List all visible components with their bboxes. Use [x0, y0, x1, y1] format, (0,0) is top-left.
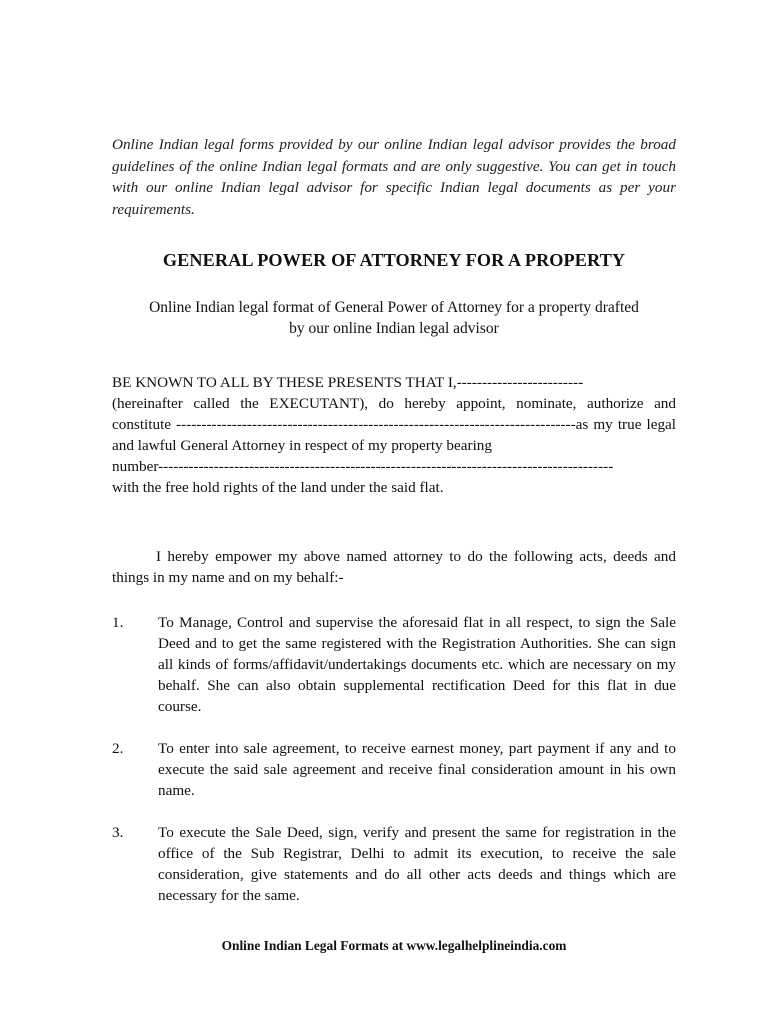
list-item [112, 612, 676, 717]
list-item [112, 822, 676, 906]
intro-disclaimer: Online Indian legal forms provided by our online Indian legal advisor provides the broad guidelines of the online Indian legal formats and are only suggestive. You can get in touch with our online Indian legal advisor for specific Indian legal documents as per your requirements. [112, 136, 676, 218]
list-item-number: 2. [112, 740, 124, 757]
appointment-line-2: (hereinafter called the EXECUTANT), do hereby appoint, nominate, authorize and constitute [112, 395, 676, 433]
list-item-text: To enter into sale agreement, to receive earnest money, part payment if any and to execute the said sale agreement and receive final consideration amount in his own name. [158, 740, 676, 799]
list-item-number: 1. [112, 614, 124, 631]
appointment-line-1: BE KNOWN TO ALL BY THESE PRESENTS THAT I,------------------------- [112, 374, 584, 391]
list-item-number: 3. [112, 824, 124, 841]
list-item-text: To Manage, Control and supervise the aforesaid flat in all respect, to sign the Sale Deed and to get the same registered with the Registration Authorities. She can sign all kinds of forms/affidavit/undertakings documents etc. which are necessary on my behalf. She can also obtain supplemental rectification Deed for this flat in due course. [158, 614, 676, 715]
appointment-line-3: -------------------------------------------------------------------------------as my true legal and lawful General Attorney in respect of my property bearing [112, 416, 677, 454]
appointment-paragraph [112, 372, 676, 498]
subtitle-line-2: by our online Indian legal advisor [289, 320, 499, 337]
appointment-line-5: with the free hold rights of the land under the said flat. [112, 479, 444, 496]
subtitle-line-1: Online Indian legal format of General Power of Attorney for a property drafted [149, 299, 639, 316]
document-title: GENERAL POWER OF ATTORNEY FOR A PROPERTY [162, 250, 626, 270]
empower-paragraph [112, 546, 676, 588]
powers-list [112, 612, 676, 927]
page-footer: Online Indian Legal Formats at www.legalhelplineindia.com [221, 938, 567, 953]
document-subtitle [112, 297, 676, 339]
appointment-line-4: number------------------------------------------------------------------------------------------ [112, 458, 614, 475]
empower-text: I hereby empower my above named attorney to do the following acts, deeds and things in my name and on my behalf:- [112, 548, 676, 586]
list-item-text: To execute the Sale Deed, sign, verify and present the same for registration in the office of the Sub Registrar, Delhi to admit its execution, to receive the sale consideration, give statements and do all other acts deeds and things which are necessary for the same. [158, 824, 676, 904]
list-item [112, 738, 676, 801]
